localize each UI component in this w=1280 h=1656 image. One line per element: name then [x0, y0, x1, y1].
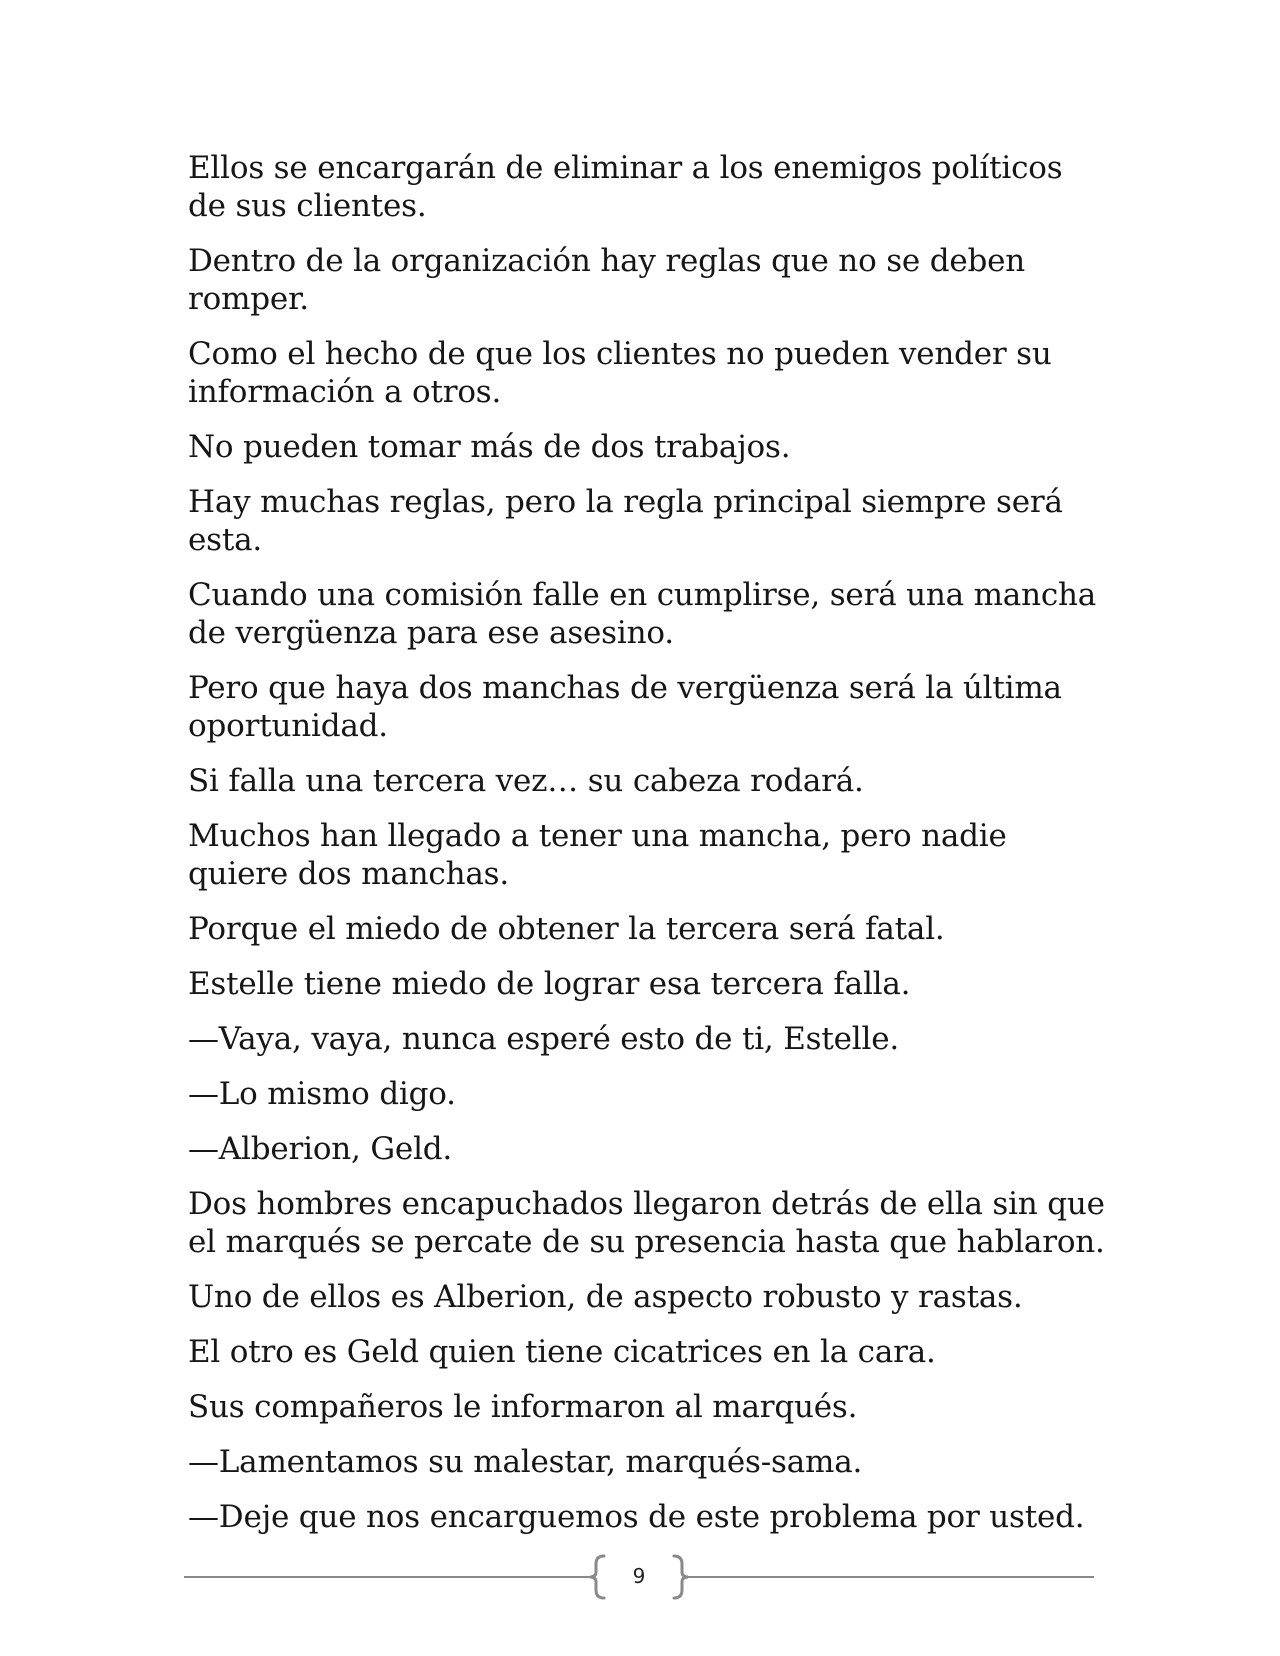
footer-rule-right — [686, 1576, 1094, 1578]
paragraph: Dos hombres encapuchados llegaron detrás de ella sin que el marqués se percate de su presencia hasta que hablaron. — [188, 1186, 1105, 1260]
page-body — [188, 149, 1108, 1553]
left-brace-icon — [584, 1552, 614, 1602]
paragraph: Muchos han llegado a tener una mancha, pero nadie quiere dos manchas. — [188, 818, 1007, 892]
page-number: 9 — [632, 1564, 646, 1588]
paragraph: Sus compañeros le informaron al marqués. — [188, 1389, 858, 1425]
page-footer — [184, 1552, 1094, 1602]
footer-rule-left — [184, 1576, 592, 1578]
dialogue-line: —Lamentamos su malestar, marqués-sama. — [188, 1444, 863, 1480]
dialogue-line: —Deje que nos encarguemos de este problema por usted. — [188, 1499, 1085, 1535]
paragraph: Ellos se encargarán de eliminar a los enemigos políticos de sus clientes. — [188, 150, 1063, 224]
dialogue-line: —Vaya, vaya, nunca esperé esto de ti, Estelle. — [188, 1021, 900, 1057]
paragraph: Hay muchas reglas, pero la regla principal siempre será esta. — [188, 484, 1063, 558]
paragraph: Cuando una comisión falle en cumplirse, será una mancha de vergüenza para ese asesino. — [188, 577, 1097, 651]
dialogue-line: —Alberion, Geld. — [188, 1131, 453, 1167]
paragraph: Pero que haya dos manchas de vergüenza será la última oportunidad. — [188, 670, 1062, 744]
paragraph: El otro es Geld quien tiene cicatrices en la cara. — [188, 1334, 936, 1370]
dialogue-line: —Lo mismo digo. — [188, 1076, 456, 1112]
paragraph: Dentro de la organización hay reglas que no se deben romper. — [188, 243, 1026, 317]
paragraph: Como el hecho de que los clientes no pueden vender su información a otros. — [188, 336, 1052, 410]
paragraph: Si falla una tercera vez… su cabeza rodará. — [188, 763, 864, 799]
paragraph: No pueden tomar más de dos trabajos. — [188, 429, 791, 465]
paragraph: Porque el miedo de obtener la tercera será fatal. — [188, 911, 945, 947]
paragraph: Uno de ellos es Alberion, de aspecto robusto y rastas. — [188, 1279, 1023, 1315]
paragraph: Estelle tiene miedo de lograr esa tercera falla. — [188, 966, 911, 1002]
